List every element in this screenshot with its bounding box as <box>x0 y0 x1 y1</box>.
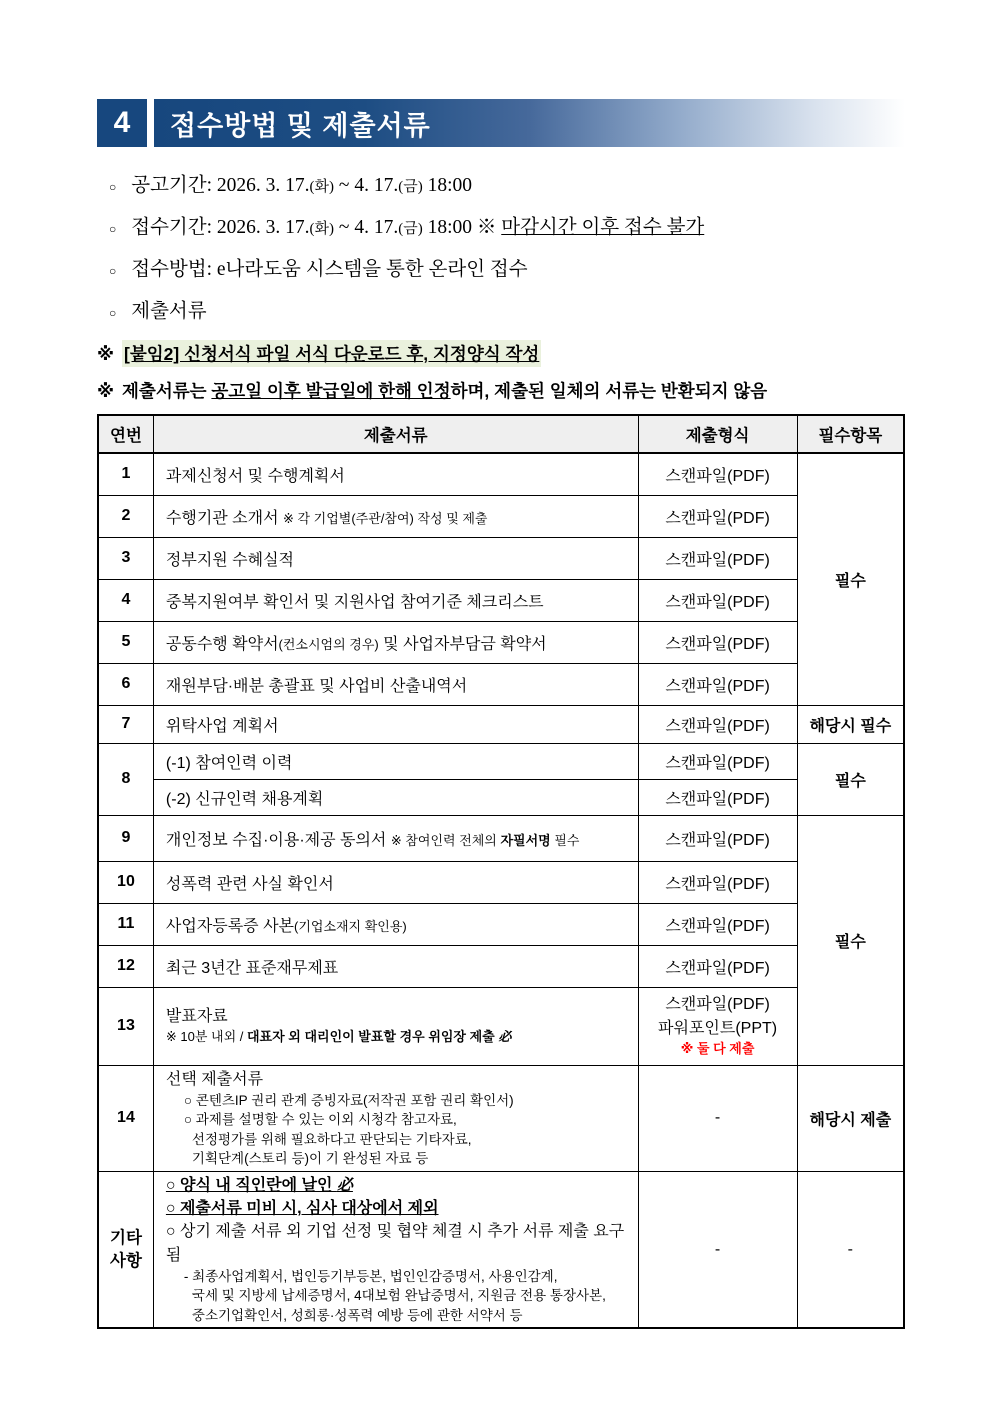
document-name: 재원부담·배분 총괄표 및 사업비 산출내역서 <box>153 663 638 705</box>
format-value: - <box>638 1171 797 1328</box>
format-value: 스캔파일(PDF) <box>638 861 797 903</box>
format-value: 스캔파일(PDF) 파워포인트(PPT) ※ 둘 다 제출 <box>638 987 797 1065</box>
format-value: 스캔파일(PDF) <box>638 903 797 945</box>
col-header-format: 제출형식 <box>638 415 797 453</box>
table-row <box>98 987 904 1065</box>
table-row <box>98 903 904 945</box>
row-no: 12 <box>98 945 153 987</box>
row-no: 13 <box>98 987 153 1065</box>
deadline-warning: 마감시간 이후 접수 불가 <box>501 217 705 238</box>
row-no: 2 <box>98 495 153 537</box>
section-title <box>154 99 905 147</box>
reception-period-text: 접수기간: 2026. 3. 17.(화) ~ 4. 17.(금) 18:00 ※ 마감시간 이후 접수 불가 <box>131 217 705 238</box>
note-attachment-form-text: [붙임2] 신청서식 파일 서식 다운로드 후, 지정양식 작성 <box>122 340 541 367</box>
row-no: 4 <box>98 579 153 621</box>
document-note: ※ 각 기업별(주관/참여) 작성 및 제출 <box>283 510 488 526</box>
section-title-text: 접수방법 및 제출서류 <box>170 110 431 141</box>
row-no: 10 <box>98 861 153 903</box>
format-value: - <box>638 1065 797 1171</box>
document-name: 수행기관 소개서 ※ 각 기업별(주관/참여) 작성 및 제출 <box>153 495 638 537</box>
table-row <box>98 621 904 663</box>
bullet-reception-method <box>109 253 905 281</box>
format-value: 스캔파일(PDF) <box>638 815 797 861</box>
format-value: 스캔파일(PDF) <box>638 495 797 537</box>
bullet-submission-documents <box>109 295 905 323</box>
note-attachment-form <box>97 340 905 367</box>
row-no: 9 <box>98 815 153 861</box>
required-badge: 해당시 제출 <box>797 1065 904 1171</box>
submission-documents-table <box>97 414 905 1329</box>
row-no: 3 <box>98 537 153 579</box>
format-value: 스캔파일(PDF) <box>638 945 797 987</box>
table-row <box>98 861 904 903</box>
document-name: 과제신청서 및 수행계획서 <box>153 453 638 495</box>
document-name: 중복지원여부 확인서 및 지원사업 참여기준 체크리스트 <box>153 579 638 621</box>
bullet-icon: ○ <box>109 180 117 194</box>
etc-notes: ○ 양식 내 직인란에 날인 必 ○ 제출서류 미비 시, 심사 대상에서 제외 ○ 상기 제출 서류 외 기업 선정 및 협약 체결 시 추가 서류 제출 요구됨 - 최종사업계획서, 법인등기부등본, 법인인감증명서, 사용인감계, 국세 및 지방세 납세증명서, 4대보험 완납증명서, 지원금 전용 통장사본, 중소기업확인서, 성희롱·성폭력 예방 등에 관한 서약서 등 <box>153 1171 638 1328</box>
format-alert: ※ 둘 다 제출 <box>680 1040 755 1056</box>
format-value: 스캔파일(PDF) <box>638 743 797 779</box>
section-number: 4 <box>97 99 147 147</box>
bullet-icon: ○ <box>109 264 117 278</box>
notes <box>97 340 905 403</box>
document-name: 발표자료 ※ 10분 내외 / 대표자 외 대리인이 발표할 경우 위임장 제출 必 <box>153 987 638 1065</box>
document-name: 성폭력 관련 사실 확인서 <box>153 861 638 903</box>
required-badge: - <box>797 1171 904 1328</box>
required-badge: 필수 <box>797 815 904 1065</box>
announcement-period-text: 공고기간: 2026. 3. 17.(화) ~ 4. 17.(금) 18:00 <box>131 175 472 196</box>
document-name: 정부지원 수혜실적 <box>153 537 638 579</box>
required-badge: 필수 <box>797 453 904 705</box>
bullet-icon: ○ <box>109 306 117 320</box>
row-no: 14 <box>98 1065 153 1171</box>
format-value: 스캔파일(PDF) <box>638 621 797 663</box>
bullet-icon: ○ <box>109 222 117 236</box>
document-name: 위탁사업 계획서 <box>153 705 638 743</box>
table-row <box>98 705 904 743</box>
section-header-gap <box>147 99 154 147</box>
format-value: 스캔파일(PDF) <box>638 537 797 579</box>
bullet-reception-period <box>109 211 905 239</box>
table-row-etc <box>98 1171 904 1328</box>
document-note: (컨소시엄의 경우) <box>278 636 379 652</box>
document-note: ※ 참여인력 전체의 자필서명 필수 <box>390 832 580 848</box>
format-value: 스캔파일(PDF) <box>638 453 797 495</box>
bullet-announcement-period <box>109 169 905 197</box>
bullet-list <box>109 169 905 323</box>
format-value: 스캔파일(PDF) <box>638 663 797 705</box>
row-no: 1 <box>98 453 153 495</box>
note-issue-date-text: 제출서류는 공고일 이후 발급일에 한해 인정하며, 제출된 일체의 서류는 반환되지 않음 <box>122 381 768 401</box>
format-value: 스캔파일(PDF) <box>638 779 797 815</box>
submission-documents-text: 제출서류 <box>131 301 207 322</box>
row-no: 5 <box>98 621 153 663</box>
document-name: (-1) 참여인력 이력 <box>153 743 638 779</box>
col-header-document: 제출서류 <box>153 415 638 453</box>
format-value: 스캔파일(PDF) <box>638 705 797 743</box>
table-row <box>98 815 904 861</box>
table-row <box>98 453 904 495</box>
table-row <box>98 537 904 579</box>
required-badge: 해당시 필수 <box>797 705 904 743</box>
table-row <box>98 663 904 705</box>
format-value: 스캔파일(PDF) <box>638 579 797 621</box>
reception-method-text: 접수방법: e나라도움 시스템을 통한 온라인 접수 <box>131 259 528 280</box>
table-row <box>98 579 904 621</box>
document-name: 사업자등록증 사본(기업소재지 확인용) <box>153 903 638 945</box>
document-name: 선택 제출서류 ○ 콘텐츠IP 권리 관계 증빙자료(저작권 포함 권리 확인서) ○ 과제를 설명할 수 있는 이외 시청각 참고자료, 선정평가를 위해 필요하다고 판단되는 기타자료, 기획단계(스토리 등)이 기 완성된 자료 등 <box>153 1065 638 1171</box>
table-row <box>98 779 904 815</box>
table-row <box>98 945 904 987</box>
section-header <box>97 99 905 147</box>
row-no: 11 <box>98 903 153 945</box>
note-issue-date <box>97 378 905 403</box>
row-no: 7 <box>98 705 153 743</box>
table-row <box>98 743 904 779</box>
row-no: 8 <box>98 743 153 815</box>
document-name: 최근 3년간 표준재무제표 <box>153 945 638 987</box>
document-name: 공동수행 확약서(컨소시엄의 경우) 및 사업자부담금 확약서 <box>153 621 638 663</box>
col-header-required: 필수항목 <box>797 415 904 453</box>
document-name: 개인정보 수집·이용·제공 동의서 ※ 참여인력 전체의 자필서명 필수 <box>153 815 638 861</box>
table-row <box>98 1065 904 1171</box>
document-note: (기업소재지 확인용) <box>294 918 407 934</box>
required-badge: 필수 <box>797 743 904 815</box>
document-name: (-2) 신규인력 채용계획 <box>153 779 638 815</box>
reference-mark-icon: ※ <box>97 381 115 401</box>
reference-mark-icon: ※ <box>97 344 115 364</box>
table-row <box>98 495 904 537</box>
col-header-no: 연번 <box>98 415 153 453</box>
document-note: ※ 10분 내외 / 대표자 외 대리인이 발표할 경우 위임장 제출 必 <box>165 1029 512 1045</box>
row-label: 기타 사항 <box>98 1171 153 1328</box>
row-no: 6 <box>98 663 153 705</box>
table-header-row <box>98 415 904 453</box>
